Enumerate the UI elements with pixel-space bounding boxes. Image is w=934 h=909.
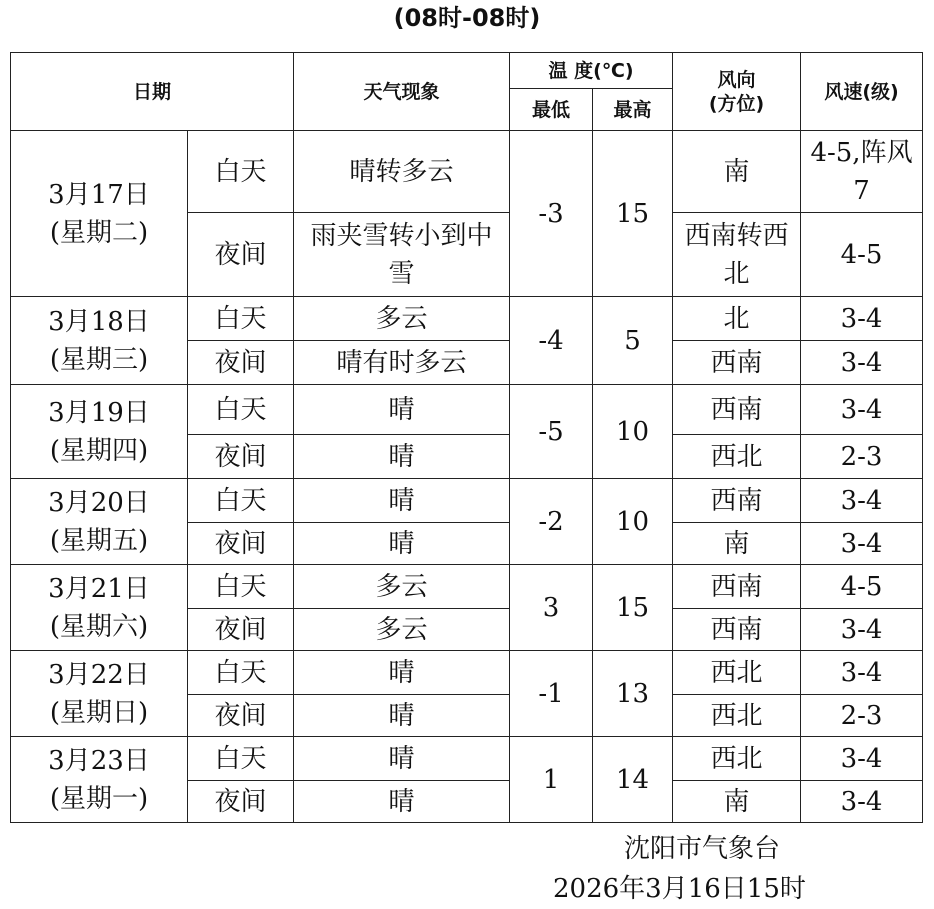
table-row bbox=[11, 565, 923, 609]
period-label: 夜间 bbox=[188, 213, 294, 297]
weather-cell: 晴 bbox=[294, 651, 510, 695]
header-temperature: 温 度(℃) bbox=[510, 53, 673, 89]
wind-direction-cell: 西南 bbox=[673, 609, 801, 651]
temp-max-cell: 13 bbox=[593, 651, 673, 737]
temp-max-cell: 5 bbox=[593, 297, 673, 385]
weather-cell: 多云 bbox=[294, 565, 510, 609]
wind-speed-cell: 3-4 bbox=[801, 609, 923, 651]
wind-direction-cell: 西南 bbox=[673, 479, 801, 523]
wind-speed-cell: 3-4 bbox=[801, 341, 923, 385]
weather-cell: 多云 bbox=[294, 609, 510, 651]
temp-max-cell: 15 bbox=[593, 565, 673, 651]
period-label: 夜间 bbox=[188, 695, 294, 737]
issuing-office: 沈阳市气象台 bbox=[624, 834, 781, 864]
weather-cell: 多云 bbox=[294, 297, 510, 341]
date-cell bbox=[11, 565, 188, 651]
wind-speed-cell: 4-5,阵风7 bbox=[801, 131, 923, 213]
date-cell bbox=[11, 479, 188, 565]
temp-min-cell: 1 bbox=[510, 737, 593, 823]
wind-speed-cell: 4-5 bbox=[801, 565, 923, 609]
wind-speed-cell: 4-5 bbox=[801, 213, 923, 297]
weekday-text: (星期一) bbox=[49, 783, 149, 814]
weekday-text: (星期四) bbox=[49, 435, 149, 466]
weather-cell: 晴 bbox=[294, 435, 510, 479]
header-wind-direction bbox=[673, 53, 801, 131]
period-label: 白天 bbox=[188, 737, 294, 781]
date-text: 3月23日 bbox=[48, 745, 150, 776]
wind-speed-cell: 3-4 bbox=[801, 385, 923, 435]
weather-cell: 晴转多云 bbox=[294, 131, 510, 213]
date-cell bbox=[11, 385, 188, 479]
wind-speed-cell: 3-4 bbox=[801, 479, 923, 523]
header-wind-speed: 风速(级) bbox=[801, 53, 923, 131]
wind-direction-cell: 北 bbox=[673, 297, 801, 341]
date-cell bbox=[11, 131, 188, 297]
wind-direction-cell: 西北 bbox=[673, 435, 801, 479]
date-cell bbox=[11, 297, 188, 385]
weekday-text: (星期六) bbox=[49, 611, 149, 642]
weather-cell: 雨夹雪转小到中雪 bbox=[294, 213, 510, 297]
header-temp-max: 最高 bbox=[593, 89, 673, 131]
header-temp-min: 最低 bbox=[510, 89, 593, 131]
period-label: 白天 bbox=[188, 651, 294, 695]
weather-cell: 晴 bbox=[294, 737, 510, 781]
temp-min-cell: -3 bbox=[510, 131, 593, 297]
wind-direction-cell: 西南 bbox=[673, 565, 801, 609]
wind-direction-cell: 南 bbox=[673, 131, 801, 213]
weather-cell: 晴 bbox=[294, 781, 510, 823]
forecast-table bbox=[10, 52, 923, 823]
date-text: 3月20日 bbox=[48, 487, 150, 518]
period-label: 夜间 bbox=[188, 341, 294, 385]
wind-direction-cell: 西南转西北 bbox=[673, 213, 801, 297]
wind-direction-cell: 南 bbox=[673, 781, 801, 823]
period-label: 夜间 bbox=[188, 781, 294, 823]
weather-cell: 晴 bbox=[294, 385, 510, 435]
weekday-text: (星期二) bbox=[49, 217, 149, 248]
wind-speed-cell: 2-3 bbox=[801, 695, 923, 737]
table-row bbox=[11, 131, 923, 213]
wind-speed-cell: 3-4 bbox=[801, 297, 923, 341]
table-row bbox=[11, 297, 923, 341]
wind-speed-cell: 2-3 bbox=[801, 435, 923, 479]
table-row bbox=[11, 385, 923, 435]
date-text: 3月22日 bbox=[48, 659, 150, 690]
weather-cell: 晴 bbox=[294, 695, 510, 737]
table-row bbox=[11, 737, 923, 781]
header-wind-direction-sub: (方位) bbox=[708, 92, 765, 115]
period-label: 白天 bbox=[188, 565, 294, 609]
header-date: 日期 bbox=[11, 53, 294, 131]
wind-direction-cell: 西北 bbox=[673, 651, 801, 695]
weekday-text: (星期日) bbox=[49, 697, 149, 728]
temp-min-cell: -4 bbox=[510, 297, 593, 385]
date-text: 3月21日 bbox=[48, 573, 150, 604]
temp-min-cell: -5 bbox=[510, 385, 593, 479]
wind-speed-cell: 3-4 bbox=[801, 651, 923, 695]
wind-direction-cell: 西南 bbox=[673, 385, 801, 435]
temp-min-cell: -1 bbox=[510, 651, 593, 737]
temp-max-cell: 15 bbox=[593, 131, 673, 297]
table-row bbox=[11, 479, 923, 523]
temp-min-cell: -2 bbox=[510, 479, 593, 565]
period-label: 白天 bbox=[188, 479, 294, 523]
date-cell bbox=[11, 651, 188, 737]
page-title: (08时-08时) bbox=[393, 4, 541, 32]
wind-direction-cell: 西南 bbox=[673, 341, 801, 385]
header-weather: 天气现象 bbox=[294, 53, 510, 131]
date-text: 3月18日 bbox=[48, 306, 150, 337]
date-cell bbox=[11, 737, 188, 823]
wind-speed-cell: 3-4 bbox=[801, 737, 923, 781]
weekday-text: (星期五) bbox=[49, 525, 149, 556]
weekday-text: (星期三) bbox=[49, 344, 149, 375]
temp-min-cell: 3 bbox=[510, 565, 593, 651]
period-label: 夜间 bbox=[188, 435, 294, 479]
weather-cell: 晴有时多云 bbox=[294, 341, 510, 385]
temp-max-cell: 10 bbox=[593, 385, 673, 479]
period-label: 夜间 bbox=[188, 523, 294, 565]
wind-direction-cell: 西北 bbox=[673, 695, 801, 737]
weather-cell: 晴 bbox=[294, 523, 510, 565]
temp-max-cell: 14 bbox=[593, 737, 673, 823]
period-label: 夜间 bbox=[188, 609, 294, 651]
weather-cell: 晴 bbox=[294, 479, 510, 523]
wind-direction-cell: 西北 bbox=[673, 737, 801, 781]
period-label: 白天 bbox=[188, 297, 294, 341]
period-label: 白天 bbox=[188, 385, 294, 435]
temp-max-cell: 10 bbox=[593, 479, 673, 565]
forecast-body bbox=[11, 131, 923, 823]
table-row bbox=[11, 651, 923, 695]
wind-speed-cell: 3-4 bbox=[801, 523, 923, 565]
header-wind-direction-label: 风向 bbox=[717, 68, 756, 91]
wind-direction-cell: 南 bbox=[673, 523, 801, 565]
wind-speed-cell: 3-4 bbox=[801, 781, 923, 823]
date-text: 3月17日 bbox=[48, 179, 150, 210]
date-text: 3月19日 bbox=[48, 397, 150, 428]
issue-timestamp: 2026年3月16日15时 bbox=[553, 874, 806, 904]
period-label: 白天 bbox=[188, 131, 294, 213]
